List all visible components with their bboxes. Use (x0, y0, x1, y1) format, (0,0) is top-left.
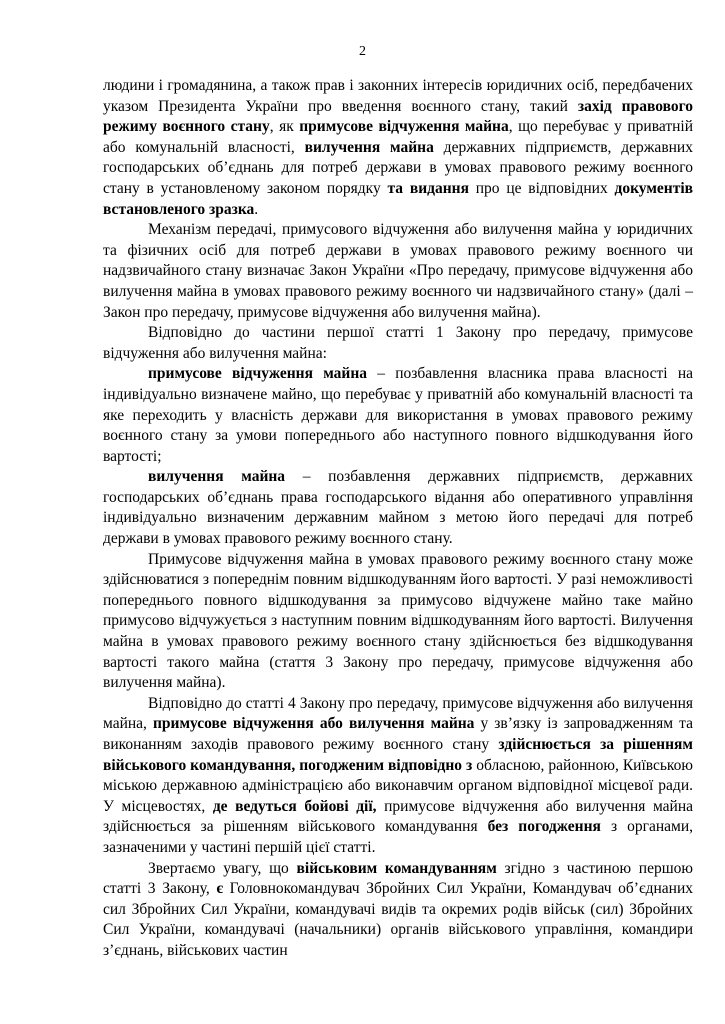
bold-text-run: захід правового режиму воєнного стану (103, 97, 693, 136)
text-run: Головнокомандувач Збройних Сил України, Командувач об’єднаних сил Збройних Сил України, командувачі видів та окремих родів військ (сил) Збройних Сил України, командувачі (начальники) органів військового управління, командири з’єднань, військових частин (103, 880, 693, 959)
paragraph (103, 364, 693, 467)
bold-text-run: без погодження (487, 818, 601, 836)
bold-text-run: військовим командуванням (296, 859, 497, 877)
text-run: Звертаємо увагу, що (148, 859, 297, 877)
paragraph (103, 694, 693, 859)
bold-text-run: примусове відчуження або вилучення майна (152, 715, 475, 733)
text-run: Примусове відчуження майна в умовах правового режиму воєнного стану може здійснюватися з попереднім повним відшкодуванням його вартості. У разі неможливості попереднього повного відшкодування за примусово відчужене майно таке майно примусово відчужується з наступним повним відшкодуванням його вартості. Вилучення майна в умовах правового режиму воєнного стану здійснюється без відшкодування вартості такого майна (стаття 3 Закону про передачу, примусове відчуження або вилучення майна). (103, 550, 693, 692)
document-body (103, 76, 693, 962)
paragraph (103, 323, 693, 364)
paragraph (103, 859, 693, 962)
text-run: у зв’язку із запровадженням та виконанням заходів правового режиму воєнного стану (103, 715, 694, 753)
bold-text-run: та видання (387, 179, 469, 197)
page-number: 2 (359, 44, 366, 59)
bold-text-run: є (216, 880, 224, 898)
paragraph (103, 220, 693, 323)
paragraph (103, 550, 693, 694)
bold-text-run: документів встановленого зразка (103, 179, 693, 218)
bold-text-run: примусове відчуження майна (148, 365, 368, 383)
bold-text-run: примусове відчуження майна (299, 118, 509, 136)
paragraph (103, 76, 693, 220)
text-run: – позбавлення власника права власності на індивідуально визначене майно, що перебуває у приватній або комунальній власності та яке переходить у власність держави для використання в умовах правового режиму воєнного стану за умови попереднього або наступного повного відшкодування його вартості; (103, 365, 693, 465)
text-run: – позбавлення державних підприємств, державних господарських об’єднань права господарського відання або оперативного управління індивідуально визначеним державним майном з метою його передачі для потреб держави в умовах правового режиму воєнного стану. (103, 468, 693, 548)
bold-text-run: вилучення майна (148, 468, 286, 486)
text-run: державних підприємств, державних господарських об’єднань для потреб держави в умовах правового режиму воєнного стану в установленому законом порядку (103, 138, 693, 197)
text-run: людини і громадянина, а також прав і законних інтересів юридичних осіб, передбачених указом Президента України про введення воєнного стану, такий (103, 77, 693, 115)
text-run: обласною, районною, Київською міською державною адміністрацією або виконавчим органом відповідної місцевої ради. У місцевостях, (103, 756, 694, 815)
text-run: Відповідно до статті 4 Закону про передачу, примусове відчуження або вилучення майна, (103, 694, 693, 733)
text-run: , як (269, 118, 300, 136)
text-run: , що перебуває у приватній або комунальній власності, (103, 118, 693, 156)
text-run: Механізм передачі, примусового відчуження або вилучення майна у юридичних та фізичних осіб для потреб держави в умовах правового режиму воєнного чи надзвичайного стану визначає Закон України «Про передачу, примусове відчуження або вилучення майна в умовах правового режиму воєнного чи надзвичайного стану» (далі – Закон про передачу, примусове відчуження або вилучення майна). (103, 221, 693, 321)
text-run: примусове відчуження або вилучення майна здійснюється за рішенням військового командування (103, 797, 694, 836)
text-run: Відповідно до частини першої статті 1 Закону про передачу, примусове відчуження або вилучення майна: (103, 324, 693, 362)
text-run: . (254, 200, 259, 218)
bold-text-run: здійснюється за рішенням військового командування, погодженим відповідно з (103, 736, 693, 774)
text-run: з органами, зазначеними у частині першій цієї статті. (103, 818, 694, 856)
text-run: про це відповідних (468, 179, 615, 197)
bold-text-run: вилучення майна (304, 138, 434, 156)
bold-text-run: де ведуться бойові дії, (212, 797, 377, 815)
text-run: згідно з частиною першою статті 3 Закону, (103, 859, 693, 898)
paragraph (103, 467, 693, 549)
